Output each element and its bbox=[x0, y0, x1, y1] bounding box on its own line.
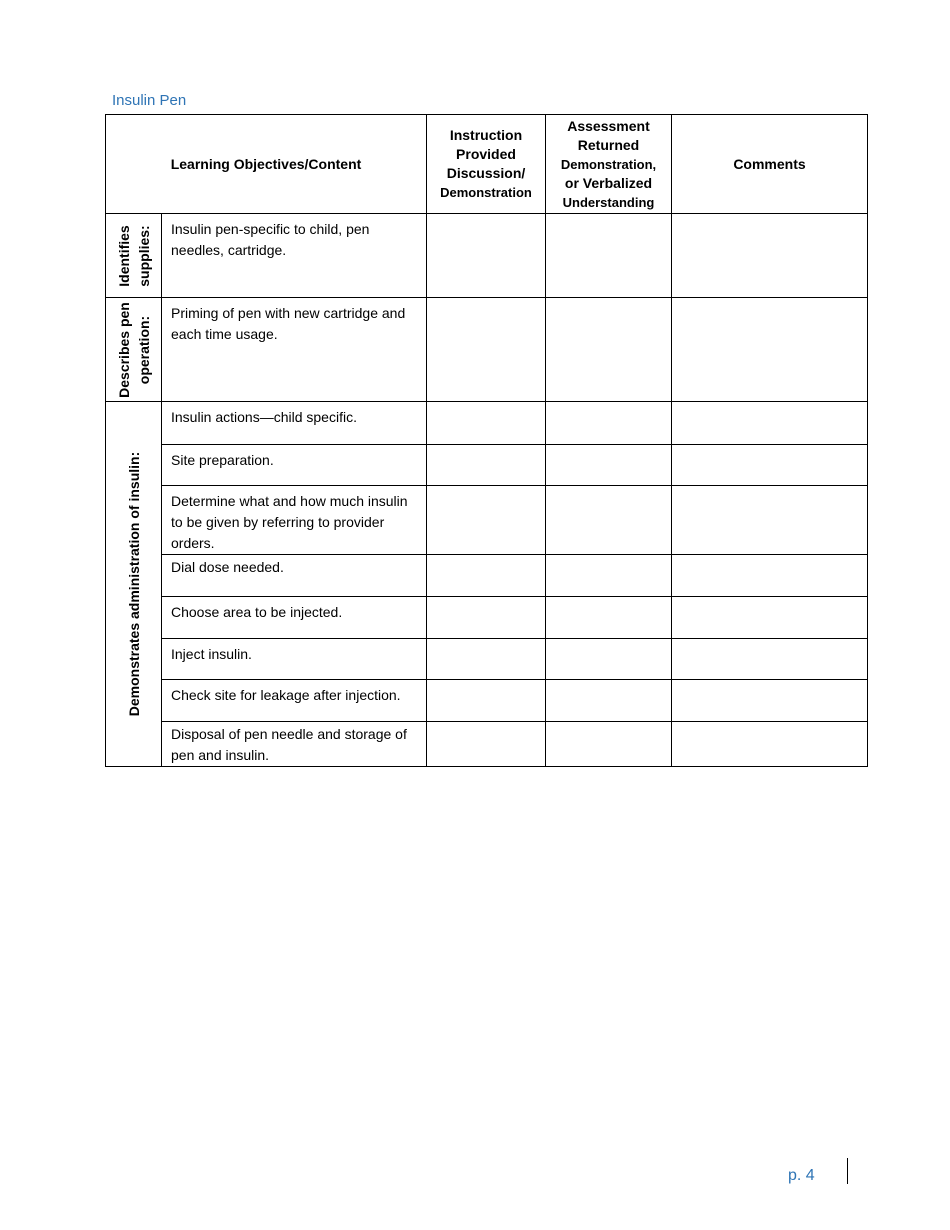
header-assessment-line5: Understanding bbox=[562, 194, 655, 210]
comments-cell[interactable] bbox=[672, 555, 868, 597]
header-assessment-returned bbox=[546, 115, 672, 214]
table-row bbox=[106, 722, 868, 767]
assessment-cell[interactable] bbox=[546, 214, 672, 298]
instruction-cell[interactable] bbox=[427, 214, 546, 298]
table-row bbox=[106, 597, 868, 639]
header-instruction-line1: Instruction bbox=[449, 127, 523, 143]
comments-cell[interactable] bbox=[672, 214, 868, 298]
group-label-demonstrates-administration bbox=[106, 402, 162, 767]
objective-cell: Disposal of pen needle and storage of pen and insulin. bbox=[162, 722, 427, 767]
comments-cell[interactable] bbox=[672, 445, 868, 486]
instruction-cell[interactable] bbox=[427, 680, 546, 722]
header-row bbox=[106, 115, 868, 214]
learning-objectives-table bbox=[105, 114, 868, 767]
footer-divider bbox=[847, 1158, 848, 1184]
header-assessment-line2: Returned bbox=[577, 136, 640, 153]
header-assessment-line3: Demonstration, bbox=[560, 156, 657, 172]
instruction-cell[interactable] bbox=[427, 722, 546, 767]
table-row bbox=[106, 680, 868, 722]
header-comments bbox=[672, 115, 868, 214]
section-title: Insulin Pen bbox=[112, 92, 187, 109]
instruction-cell[interactable] bbox=[427, 639, 546, 680]
header-learning-objectives-label: Learning Objectives/Content bbox=[170, 155, 362, 172]
header-instruction-provided bbox=[427, 115, 546, 214]
assessment-cell[interactable] bbox=[546, 555, 672, 597]
group-label-line: operation: bbox=[135, 315, 152, 384]
group-label-line: Identifies bbox=[115, 224, 132, 287]
assessment-cell[interactable] bbox=[546, 298, 672, 402]
objective-cell: Priming of pen with new cartridge and each time usage. bbox=[162, 298, 427, 402]
header-instruction-line2: Provided bbox=[456, 146, 516, 162]
comments-cell[interactable] bbox=[672, 597, 868, 639]
comments-cell[interactable] bbox=[672, 680, 868, 722]
table-row bbox=[106, 214, 868, 298]
header-learning-objectives bbox=[106, 115, 427, 214]
instruction-cell[interactable] bbox=[427, 555, 546, 597]
table-row bbox=[106, 639, 868, 680]
objective-cell: Insulin actions—child specific. bbox=[162, 402, 427, 445]
objective-cell: Inject insulin. bbox=[162, 639, 427, 680]
page-number: p. 4 bbox=[788, 1167, 815, 1184]
instruction-cell[interactable] bbox=[427, 597, 546, 639]
objective-cell: Determine what and how much insulin to be given by referring to provider orders. bbox=[162, 486, 427, 555]
assessment-cell[interactable] bbox=[546, 722, 672, 767]
objective-cell: Site preparation. bbox=[162, 445, 427, 486]
group-label-describes-pen-operation bbox=[106, 298, 162, 402]
objective-cell: Dial dose needed. bbox=[162, 555, 427, 597]
header-comments-label: Comments bbox=[733, 155, 806, 172]
table-row bbox=[106, 445, 868, 486]
objective-cell: Check site for leakage after injection. bbox=[162, 680, 427, 722]
assessment-cell[interactable] bbox=[546, 402, 672, 445]
group-label-line: Demonstrates administration of insulin: bbox=[125, 451, 142, 717]
table-row bbox=[106, 555, 868, 597]
assessment-cell[interactable] bbox=[546, 597, 672, 639]
assessment-cell[interactable] bbox=[546, 445, 672, 486]
header-assessment-line1: Assessment bbox=[567, 117, 650, 134]
comments-cell[interactable] bbox=[672, 486, 868, 555]
comments-cell[interactable] bbox=[672, 639, 868, 680]
group-label-identifies-supplies bbox=[106, 214, 162, 298]
group-label-line: supplies: bbox=[135, 224, 152, 287]
assessment-cell[interactable] bbox=[546, 680, 672, 722]
header-assessment-line4: or Verbalized bbox=[564, 174, 653, 191]
instruction-cell[interactable] bbox=[427, 298, 546, 402]
table-row bbox=[106, 486, 868, 555]
assessment-cell[interactable] bbox=[546, 486, 672, 555]
group-label-line: Describes pen bbox=[115, 301, 132, 398]
comments-cell[interactable] bbox=[672, 402, 868, 445]
objective-cell: Choose area to be injected. bbox=[162, 597, 427, 639]
assessment-cell[interactable] bbox=[546, 639, 672, 680]
header-instruction-line3: Discussion/ bbox=[446, 165, 526, 181]
instruction-cell[interactable] bbox=[427, 486, 546, 555]
header-instruction-line4: Demonstration bbox=[440, 185, 532, 200]
comments-cell[interactable] bbox=[672, 722, 868, 767]
instruction-cell[interactable] bbox=[427, 402, 546, 445]
objective-cell: Insulin pen-specific to child, pen needles, cartridge. bbox=[162, 214, 427, 298]
instruction-cell[interactable] bbox=[427, 445, 546, 486]
comments-cell[interactable] bbox=[672, 298, 868, 402]
table-row bbox=[106, 402, 868, 445]
table-row bbox=[106, 298, 868, 402]
